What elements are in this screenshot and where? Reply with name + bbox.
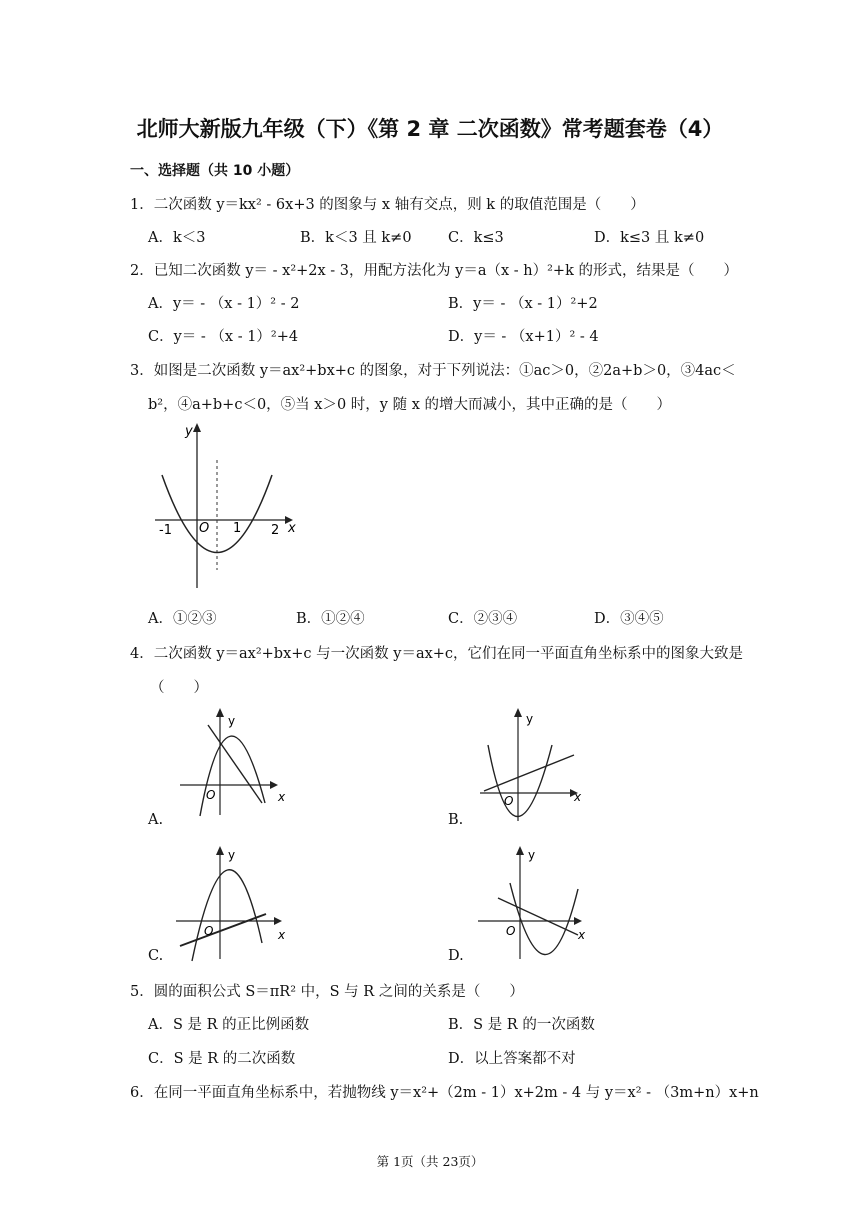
q4-option-c-label[interactable]: C. bbox=[148, 948, 164, 964]
q4-option-b-graph[interactable] bbox=[470, 703, 600, 828]
q4b-x-label: x bbox=[574, 790, 582, 804]
q3-x-label: x bbox=[288, 521, 296, 536]
q4c-y-label: y bbox=[228, 848, 236, 862]
q4-option-a-label[interactable]: A. bbox=[148, 812, 164, 828]
q5-option-d[interactable]: D．以上答案都不对 bbox=[448, 1051, 576, 1067]
section-heading: 一、选择题（共 10 小题） bbox=[130, 163, 300, 179]
q4d-x-label: x bbox=[578, 928, 586, 942]
q3-tick-1: 1 bbox=[233, 521, 242, 536]
q4d-origin-label: O bbox=[506, 924, 516, 938]
q3-parabola-graph bbox=[145, 420, 305, 590]
q1-option-d[interactable]: D．k≤3 且 k≠0 bbox=[594, 230, 705, 246]
q5-option-c[interactable]: C．S 是 R 的二次函数 bbox=[148, 1051, 296, 1067]
q4-option-c-graph[interactable] bbox=[170, 843, 300, 963]
q4-option-a-graph[interactable] bbox=[170, 703, 300, 818]
q2-option-d[interactable]: D．y＝ - （x+1）² - 4 bbox=[448, 329, 599, 345]
question-2-stem: 2．已知二次函数 y＝ - x²+2x - 3，用配方法化为 y＝a（x - h）²+k 的形式，结果是（ ） bbox=[130, 263, 738, 279]
question-4-stem-line2: （ ） bbox=[150, 680, 208, 696]
page-title: 北师大新版九年级（下）《第 2 章 二次函数》常考题套卷（4） bbox=[136, 117, 724, 141]
q3-option-d[interactable]: D．③④⑤ bbox=[594, 611, 664, 627]
q5-option-b[interactable]: B．S 是 R 的一次函数 bbox=[448, 1017, 595, 1033]
question-4-stem-line1: 4．二次函数 y＝ax²+bx+c 与一次函数 y＝ax+c，它们在同一平面直角坐标系中的图象大致是 bbox=[130, 646, 744, 662]
q5-option-a[interactable]: A．S 是 R 的正比例函数 bbox=[148, 1017, 310, 1033]
q4-option-d-graph[interactable] bbox=[470, 843, 600, 963]
q1-option-b[interactable]: B．k＜3 且 k≠0 bbox=[300, 230, 412, 246]
q1-option-c[interactable]: C．k≤3 bbox=[448, 230, 504, 246]
q4a-x-label: x bbox=[278, 790, 286, 804]
q4b-y-label: y bbox=[526, 712, 534, 726]
q4a-y-label: y bbox=[228, 714, 236, 728]
q4-option-d-label[interactable]: D. bbox=[448, 948, 464, 964]
question-3-stem-line1: 3．如图是二次函数 y＝ax²+bx+c 的图象，对于下列说法：①ac＞0，②2a+b＞0，③4ac＜ bbox=[130, 363, 736, 379]
q4-option-b-label[interactable]: B. bbox=[448, 812, 464, 828]
q3-tick-neg1: -1 bbox=[159, 523, 172, 538]
q3-origin-label: O bbox=[199, 521, 210, 536]
q3-y-label: y bbox=[185, 424, 193, 439]
page-footer: 第 1页（共 23页） bbox=[376, 1154, 484, 1169]
q2-option-c[interactable]: C．y＝ - （x - 1）²+4 bbox=[148, 329, 299, 345]
question-1-stem: 1．二次函数 y＝kx² - 6x+3 的图象与 x 轴有交点，则 k 的取值范围是（ ） bbox=[130, 197, 645, 213]
question-3-stem-line2: b²，④a+b+c＜0，⑤当 x＞0 时，y 随 x 的增大而减小，其中正确的是（ ） bbox=[148, 397, 671, 413]
q4d-y-label: y bbox=[528, 848, 536, 862]
question-6-stem: 6．在同一平面直角坐标系中，若抛物线 y＝x²+（2m - 1）x+2m - 4 与 y＝x² - （3m+n）x+n bbox=[130, 1085, 759, 1101]
q3-option-a[interactable]: A．①②③ bbox=[148, 611, 217, 627]
q4c-x-label: x bbox=[278, 928, 286, 942]
q2-option-b[interactable]: B．y＝ - （x - 1）²+2 bbox=[448, 296, 598, 312]
q1-option-a[interactable]: A．k＜3 bbox=[148, 230, 206, 246]
q4c-origin-label: O bbox=[204, 924, 214, 938]
question-5-stem: 5．圆的面积公式 S＝πR² 中，S 与 R 之间的关系是（ ） bbox=[130, 984, 524, 1000]
q2-option-a[interactable]: A．y＝ - （x - 1）² - 2 bbox=[148, 296, 300, 312]
q3-tick-2: 2 bbox=[271, 523, 280, 538]
q3-option-b[interactable]: B．①②④ bbox=[296, 611, 365, 627]
q4a-origin-label: O bbox=[206, 788, 216, 802]
q3-option-c[interactable]: C．②③④ bbox=[448, 611, 518, 627]
q4b-origin-label: O bbox=[504, 794, 514, 808]
